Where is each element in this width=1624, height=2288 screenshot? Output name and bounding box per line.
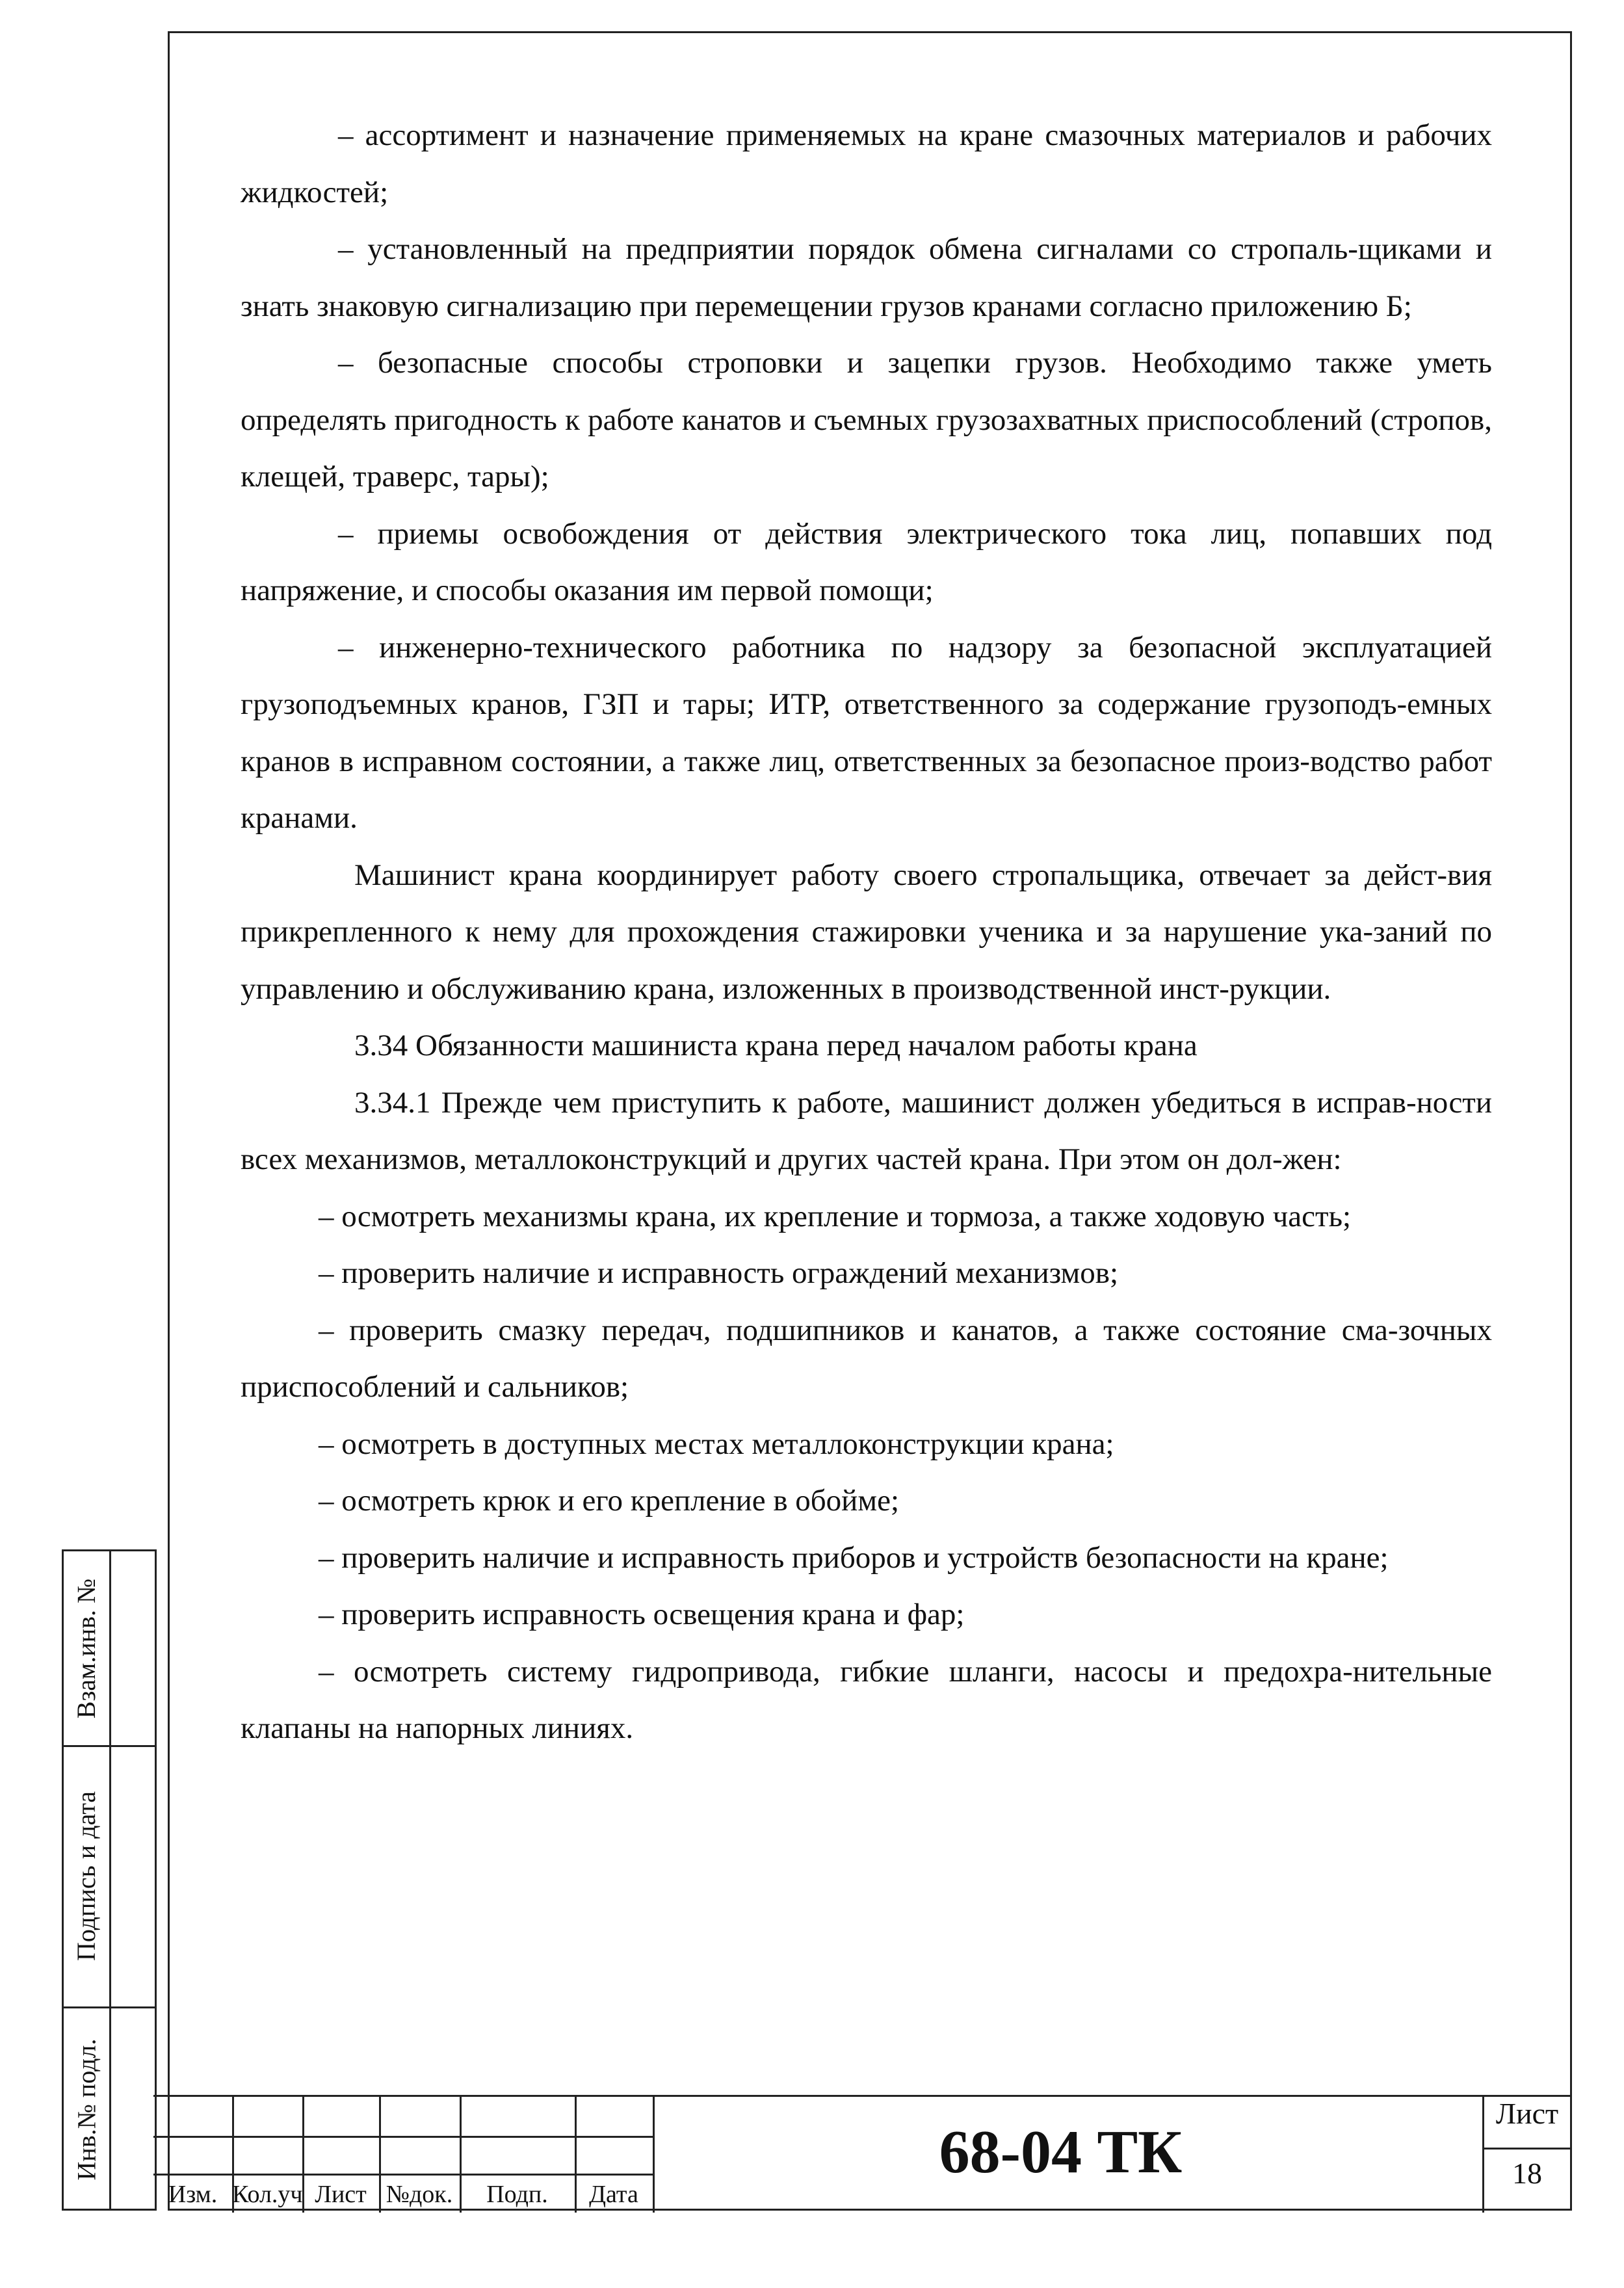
tb-col-signature: Подп.: [486, 2181, 548, 2208]
list-item: – ассортимент и назначение применяемых на кране смазочных материалов и рабочих жидкостей;: [241, 118, 1492, 209]
checklist-item: – проверить смазку передач, подшипников и канатов, а также состояние сма-зочных приспособлений и сальников;: [241, 1313, 1492, 1404]
tb-divider: [1482, 2148, 1572, 2150]
replaced-inv-label-cell: [64, 1551, 109, 1745]
checklist-item: – проверить исправность освещения крана и фар;: [319, 1598, 965, 1631]
replaced-inv-label: Взам.инв. №: [72, 1578, 101, 1718]
checklist-item: – осмотреть в доступных местах металлоконструкции крана;: [319, 1427, 1114, 1461]
checklist-item: – осмотреть крюк и его крепление в обойме;: [319, 1484, 899, 1518]
signature-date-label: Подпись и дата: [72, 1791, 101, 1961]
tb-col-doc-no: №док.: [386, 2181, 453, 2208]
tb-divider: [153, 2174, 653, 2176]
section-heading: 3.34 Обязанности машиниста крана перед началом работы крана: [354, 1029, 1198, 1062]
strip-divider: [109, 1551, 111, 2209]
list-item: – безопасные способы строповки и зацепки грузов. Необходимо также уметь определять пригодность к работе канатов и съемных грузозахватных приспособлений (стропов, клещей, траверс, тары);: [241, 346, 1492, 493]
original-inv-label-cell: [64, 2006, 109, 2213]
margin-strip: [62, 1549, 157, 2211]
checklist-item: – осмотреть систему гидропривода, гибкие шланги, насосы и предохра-нительные клапаны на напорных линиях.: [241, 1654, 1492, 1745]
sheet-number: 18: [1512, 2157, 1542, 2190]
paragraph: Машинист крана координирует работу своего стропальщика, отвечает за дейст-вия прикрепленного к нему для прохождения стажировки ученика и за нарушение ука-заний по управлению и обслуживанию крана, изложенных в производственной инст-рукции.: [241, 858, 1492, 1006]
signature-date-label-cell: [64, 1745, 109, 2006]
checklist-item: – проверить наличие и исправность приборов и устройств безопасности на кране;: [319, 1540, 1389, 1575]
checklist-item: – осмотреть механизмы крана, их крепление и тормоза, а также ходовую часть;: [319, 1199, 1352, 1233]
tb-col-change: Изм.: [168, 2181, 218, 2208]
document-code: 68-04 ТК: [939, 2118, 1183, 2186]
sheet-label: Лист: [1495, 2097, 1559, 2130]
paragraph: 3.34.1 Прежде чем приступить к работе, машинист должен убедиться в исправ-ности всех механизмов, металлоконструкций и других частей крана. При этом он дол-жен:: [241, 1085, 1492, 1176]
list-item: – приемы освобождения от действия электрического тока лиц, попавших под напряжение, и способы оказания им первой помощи;: [241, 516, 1492, 607]
tb-divider: [153, 2136, 653, 2138]
tb-col-date: Дата: [589, 2181, 638, 2208]
list-item: – установленный на предприятии порядок обмена сигналами со стропаль-щиками и знать знаковую сигнализацию при перемещении грузов кранами согласно приложению Б;: [241, 232, 1492, 323]
tb-col-qty: Кол.уч: [232, 2181, 303, 2208]
document-body: [241, 107, 1492, 1757]
tb-col-sheet: Лист: [315, 2181, 367, 2208]
list-item: – инженерно-технического работника по надзору за безопасной эксплуатацией грузоподъемных кранов, ГЗП и тары; ИТР, ответственного за содержание грузоподъ-емных кранов в исправном состоянии, а также лиц, ответственных за безопасное произ-водство работ кранами.: [241, 630, 1492, 835]
checklist-item: – проверить наличие и исправность ограждений механизмов;: [319, 1256, 1119, 1290]
original-inv-label: Инв.№ подл.: [72, 2038, 101, 2181]
